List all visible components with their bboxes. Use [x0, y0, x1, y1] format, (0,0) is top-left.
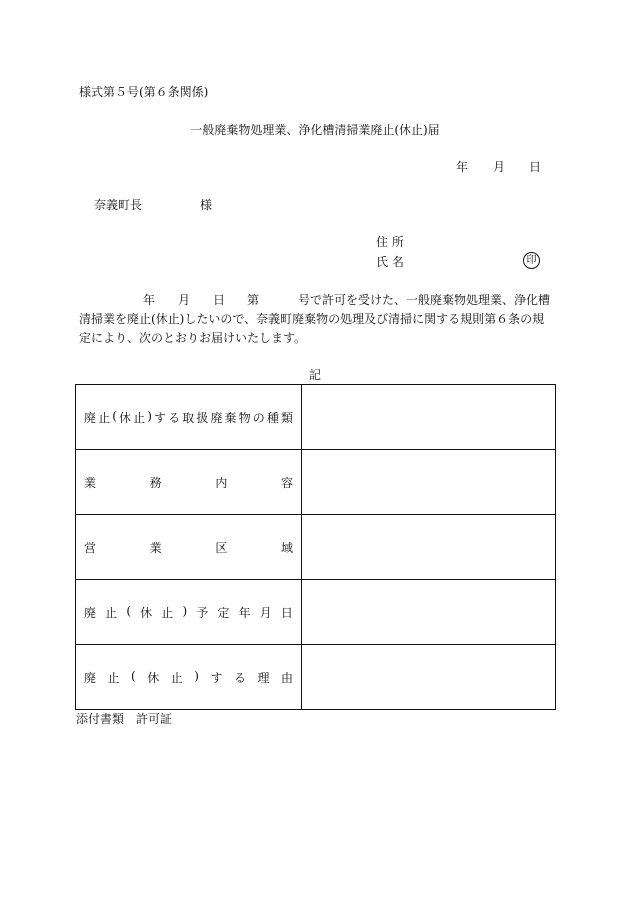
body-day-label: 日 — [213, 293, 226, 307]
row-label: 業 務 内 容 — [84, 475, 293, 490]
row-value-cell[interactable] — [302, 645, 556, 710]
row-label: 廃 止 ( 休 止 ) 予 定 年 月 日 — [84, 603, 293, 620]
detail-table — [75, 384, 556, 710]
row-label-cell — [76, 580, 302, 645]
row-value-cell[interactable] — [302, 580, 556, 645]
row-label-cell — [76, 645, 302, 710]
row-label: 廃 止 ( 休 止 ) す る 取 扱 廃 棄 物 の 種 類 — [84, 408, 293, 425]
table-row — [76, 450, 556, 515]
applicant-name-label: 氏 名 — [376, 255, 404, 269]
row-label: 廃 止 ( 休 止 ) す る 理 由 — [84, 668, 293, 685]
detail-table-body — [76, 385, 556, 710]
body-line-2: 清掃業を廃止(休止)したいので、奈義町廃棄物の処理及び清掃に関する規則第６条の規 — [79, 312, 545, 326]
addressee-name: 奈義町長 — [94, 198, 143, 212]
row-value-cell[interactable] — [302, 385, 556, 450]
date-year-label: 年 — [456, 160, 469, 174]
applicant-address-label: 住 所 — [376, 235, 404, 249]
date-month-label: 月 — [493, 160, 506, 174]
body-month-label: 月 — [178, 293, 191, 307]
form-number: 様式第５号(第６条関係) — [79, 85, 209, 99]
table-row — [76, 645, 556, 710]
row-value-cell[interactable] — [302, 515, 556, 580]
body-year-label: 年 — [143, 293, 156, 307]
row-value-cell[interactable] — [302, 450, 556, 515]
document-title: 一般廃棄物処理業、浄化槽清掃業廃止(休止)届 — [190, 123, 440, 137]
attachments-note: 添付書類 許可証 — [76, 712, 173, 726]
row-label-cell — [76, 385, 302, 450]
date-day-label: 日 — [529, 160, 542, 174]
table-row — [76, 580, 556, 645]
body-number-prefix: 第 — [247, 293, 260, 307]
body-line-3: 定により、次のとおりお届けいたします。 — [79, 331, 307, 345]
body-line-1: 号で許可を受けた、一般廃棄物処理業、浄化槽 — [298, 293, 551, 307]
row-label-cell — [76, 450, 302, 515]
addressee-honorific: 様 — [200, 198, 213, 212]
row-label-cell — [76, 515, 302, 580]
table-row — [76, 515, 556, 580]
ki-label: 記 — [308, 368, 321, 382]
row-label: 営 業 区 域 — [84, 540, 293, 555]
table-row — [76, 385, 556, 450]
seal-mark: 印 — [523, 252, 540, 269]
